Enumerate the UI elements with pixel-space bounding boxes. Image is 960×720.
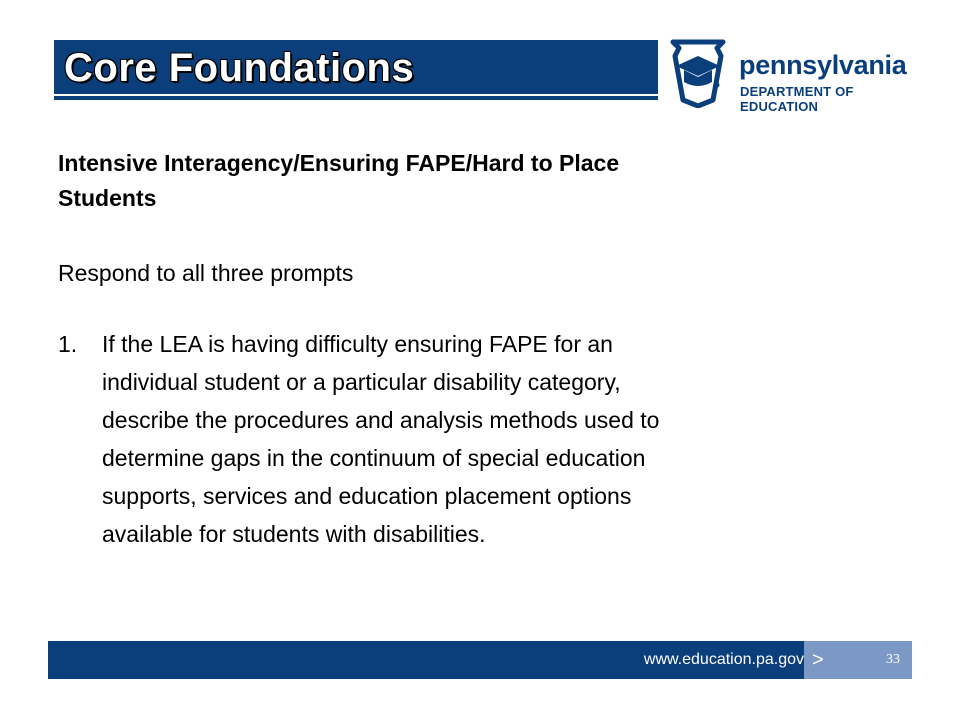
page-number: 33 (886, 652, 900, 667)
heading-line-1: Intensive Interagency/Ensuring FAPE/Hard to Place (58, 150, 620, 176)
footer-bar (48, 641, 912, 679)
footer-website-link[interactable]: www.education.pa.gov (643, 651, 804, 668)
keystone-graduation-cap-icon (667, 38, 729, 108)
list-item-line: available for students with disabilities. (102, 521, 486, 547)
title-bar (54, 40, 658, 100)
list-item-line: If the LEA is having difficulty ensuring FAPE for an (102, 331, 613, 357)
pa-education-logo (663, 38, 923, 114)
list-item (58, 325, 908, 553)
heading-line-2: Students (58, 185, 157, 211)
next-arrow-icon[interactable]: > (804, 641, 850, 679)
list-item-line: supports, services and education placement options (102, 483, 632, 509)
list-item-number: 1. (58, 331, 78, 357)
slide-title: Core Foundations (64, 46, 415, 90)
content-heading (58, 146, 908, 216)
prompt-intro: Respond to all three prompts (58, 260, 354, 286)
logo-department: DEPARTMENT OF EDUCATION (740, 84, 854, 114)
list-item-line: determine gaps in the continuum of special education (102, 445, 646, 471)
logo-wordmark: pennsylvania (739, 50, 907, 80)
list-item-text (102, 325, 908, 553)
list-item-line: individual student or a particular disability category, (102, 369, 621, 395)
title-underline (54, 94, 658, 96)
list-item-line: describe the procedures and analysis methods used to (102, 407, 660, 433)
page-number-box (850, 641, 912, 679)
slide-content (58, 146, 908, 553)
